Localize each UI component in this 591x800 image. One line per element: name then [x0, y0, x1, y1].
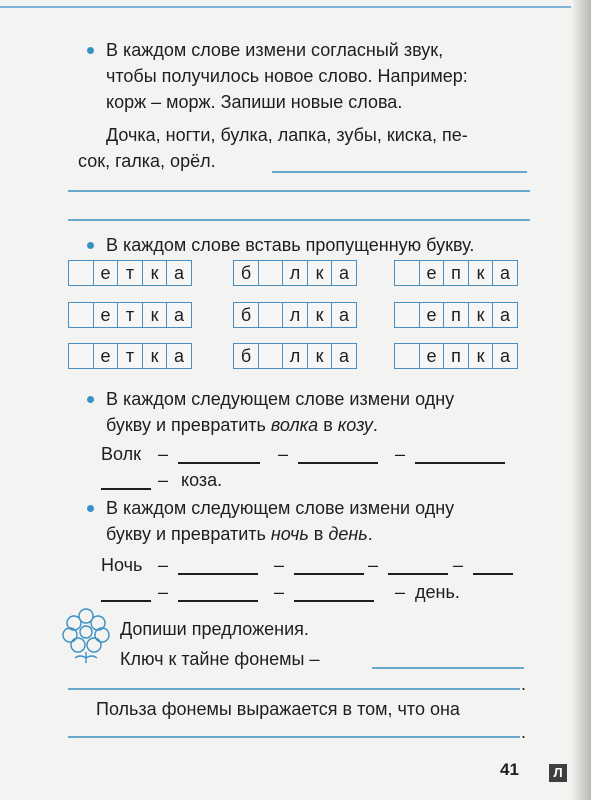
- letter-cell: п: [443, 343, 469, 369]
- letter-cell: а: [166, 343, 192, 369]
- task3-line2: [106, 413, 378, 438]
- word-cells: [233, 260, 357, 285]
- task3-line2-e: .: [372, 415, 378, 435]
- letter-cell: к: [307, 260, 333, 286]
- letter-cell: к: [468, 302, 494, 328]
- task4-dash-7: –: [395, 582, 406, 602]
- task1-bullet: [87, 47, 94, 54]
- letter-cell: а: [166, 260, 192, 286]
- blank-letter-cell[interactable]: [258, 260, 284, 286]
- letter-cell: к: [142, 343, 168, 369]
- task5-answer-line-3[interactable]: [68, 736, 520, 738]
- letter-cell: а: [166, 302, 192, 328]
- task5-period-1: .: [521, 674, 527, 694]
- letter-cell: п: [443, 260, 469, 286]
- blank-letter-cell[interactable]: [68, 343, 94, 369]
- task4-line2-a: букву и превратить: [106, 524, 271, 544]
- letter-cell: к: [307, 343, 333, 369]
- letter-cell: е: [419, 343, 445, 369]
- letter-cell: к: [307, 302, 333, 328]
- letter-cell: е: [93, 260, 119, 286]
- letter-cell: а: [492, 343, 518, 369]
- task4-bullet: [87, 505, 94, 512]
- task5-line1: Ключ к тайне фонемы –: [120, 649, 320, 669]
- task3-slot-3[interactable]: [415, 462, 505, 464]
- task3-dash-4: –: [158, 470, 169, 490]
- task3-slot-2[interactable]: [298, 462, 378, 464]
- task4-dash-5: –: [158, 582, 169, 602]
- task4-slot-4[interactable]: [473, 573, 513, 575]
- task3-word-to: козу: [337, 415, 373, 435]
- task4-slot-5[interactable]: [101, 600, 151, 602]
- task5-period-2: .: [521, 722, 527, 742]
- task2-bullet: [87, 242, 94, 249]
- task4-word-to: день: [328, 524, 368, 544]
- task5-line2: Польза фонемы выражается в том, что она: [96, 699, 460, 719]
- task4-line2-e: .: [367, 524, 373, 544]
- letter-cell: е: [419, 260, 445, 286]
- letter-cell: к: [468, 260, 494, 286]
- top-rule: [0, 6, 571, 8]
- task4-dash-3: –: [368, 555, 379, 575]
- task3-dash-1: –: [158, 444, 169, 464]
- letter-cell: к: [142, 260, 168, 286]
- letter-cell: а: [331, 343, 357, 369]
- letter-cell: а: [492, 260, 518, 286]
- word-cells: [68, 302, 192, 327]
- task1-words1: Дочка, ногти, булка, лапка, зубы, киска, пе-: [106, 125, 468, 145]
- letter-cell: е: [93, 302, 119, 328]
- task1-line2: чтобы получилось новое слово. Например:: [106, 66, 468, 86]
- blank-letter-cell[interactable]: [394, 260, 420, 286]
- task4-slot-3[interactable]: [388, 573, 448, 575]
- task3-word-from: волка: [270, 415, 319, 435]
- task3-line2-a: букву и превратить: [106, 415, 271, 435]
- blank-letter-cell[interactable]: [68, 260, 94, 286]
- task3-slot-4[interactable]: [101, 488, 151, 490]
- task3-dash-2: –: [278, 444, 289, 464]
- task1-answer-line-2[interactable]: [68, 190, 530, 192]
- flower-icon: [62, 606, 110, 664]
- letter-cell: п: [443, 302, 469, 328]
- task4-word-from: ночь: [270, 524, 309, 544]
- letter-cell: т: [117, 302, 143, 328]
- letter-cell: а: [331, 302, 357, 328]
- letter-cell: т: [117, 260, 143, 286]
- letter-cell: б: [233, 343, 259, 369]
- word-cells: [233, 302, 357, 327]
- page-gutter: [571, 0, 591, 800]
- task3-line2-c: в: [318, 415, 338, 435]
- task4-dash-6: –: [274, 582, 285, 602]
- task3-slot-1[interactable]: [178, 462, 260, 464]
- task4-line1: В каждом следующем слове измени одну: [106, 498, 455, 518]
- letter-cell: а: [331, 260, 357, 286]
- task4-slot-7[interactable]: [294, 600, 374, 602]
- letter-cell: е: [419, 302, 445, 328]
- letter-cell: к: [468, 343, 494, 369]
- task3-end-word: коза.: [181, 470, 223, 490]
- letter-cell: б: [233, 302, 259, 328]
- letter-cell: е: [93, 343, 119, 369]
- task1-answer-line-1[interactable]: [272, 171, 527, 173]
- task4-slot-6[interactable]: [178, 600, 258, 602]
- task3-bullet: [87, 396, 94, 403]
- blank-letter-cell[interactable]: [258, 343, 284, 369]
- task1-words2: сок, галка, орёл.: [78, 151, 216, 171]
- task1-answer-line-3[interactable]: [68, 219, 530, 221]
- blank-letter-cell[interactable]: [394, 302, 420, 328]
- task4-dash-4: –: [453, 555, 464, 575]
- letter-cell: л: [282, 343, 308, 369]
- task4-line2-c: в: [308, 524, 329, 544]
- letter-cell: к: [142, 302, 168, 328]
- page-number: 41: [500, 760, 519, 779]
- task1-line3: корж – морж. Запиши новые слова.: [106, 92, 403, 112]
- letter-cell: т: [117, 343, 143, 369]
- word-cells: [394, 302, 518, 327]
- task2-title: В каждом слове вставь пропущенную букву.: [106, 235, 475, 255]
- word-cells: [394, 260, 518, 285]
- task3-dash-3: –: [395, 444, 406, 464]
- task4-line2: [106, 522, 373, 547]
- letter-cell: а: [492, 302, 518, 328]
- word-cells: [68, 260, 192, 285]
- task4-dash-2: –: [274, 555, 285, 575]
- letter-cell: л: [282, 260, 308, 286]
- word-cells: [68, 343, 192, 368]
- task3-line1: В каждом следующем слове измени одну: [106, 389, 455, 409]
- letter-cell: л: [282, 302, 308, 328]
- task4-end-word: день.: [415, 582, 460, 602]
- task1-line1: В каждом слове измени согласный звук,: [106, 40, 444, 60]
- blank-letter-cell[interactable]: [258, 302, 284, 328]
- blank-letter-cell[interactable]: [394, 343, 420, 369]
- task5-answer-line-2[interactable]: [68, 688, 520, 690]
- task4-slot-1[interactable]: [178, 573, 258, 575]
- letter-cell: б: [233, 260, 259, 286]
- watermark-logo: Л: [549, 764, 567, 782]
- task4-slot-2[interactable]: [294, 573, 364, 575]
- task3-start-word: Волк: [101, 444, 141, 464]
- word-cells: [233, 343, 357, 368]
- task4-dash-1: –: [158, 555, 169, 575]
- task4-start-word: Ночь: [101, 555, 143, 575]
- task5-answer-line-1[interactable]: [372, 667, 524, 669]
- blank-letter-cell[interactable]: [68, 302, 94, 328]
- word-cells: [394, 343, 518, 368]
- task5-title: Допиши предложения.: [120, 619, 309, 639]
